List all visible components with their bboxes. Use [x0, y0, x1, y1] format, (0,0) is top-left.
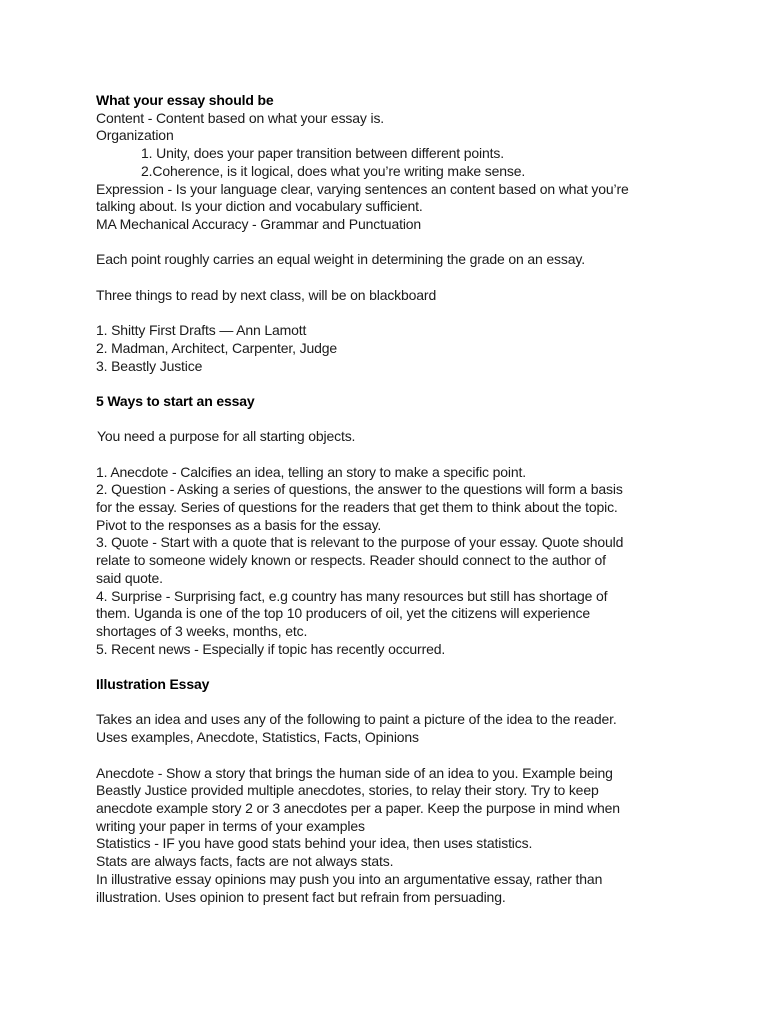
illustration-body-line: anecdote example story 2 or 3 anecdotes per a paper. Keep the purpose in mind when [96, 799, 620, 816]
way-line: 2. Question - Asking a series of questions, the answer to the questions will form a basis [96, 481, 623, 498]
spacer [96, 411, 686, 429]
content-line: Content - Content based on what your essay is. [96, 109, 385, 126]
mechanical-accuracy-line: MA Mechanical Accuracy - Grammar and Punctuation [96, 215, 422, 232]
illustration-body-line: illustration. Uses opinion to present fact but refrain from persuading. [96, 888, 506, 905]
reading-item: 2. Madman, Architect, Carpenter, Judge [96, 339, 337, 356]
expression-line: Expression - Is your language clear, varying sentences an content based on what you’re [96, 180, 629, 197]
purpose-intro: You need a purpose for all starting objects. [97, 428, 356, 445]
expression-line: talking about. Is your diction and vocabulary sufficient. [96, 198, 423, 215]
illustration-body-line: In illustrative essay opinions may push you into an argumentative essay, rather than [96, 870, 603, 887]
way-line: Pivot to the responses as a basis for the essay. [96, 516, 382, 533]
way-line: said quote. [96, 569, 163, 586]
document-page [96, 92, 686, 906]
spacer [96, 658, 686, 676]
organization-line: Organization [96, 127, 174, 144]
way-line: 3. Quote - Start with a quote that is relevant to the purpose of your essay. Quote should [96, 534, 624, 551]
way-line: 5. Recent news - Especially if topic has recently occurred. [96, 640, 446, 657]
illustration-body-line: writing your paper in terms of your examples [96, 817, 365, 834]
spacer [96, 269, 686, 287]
organization-item: 2.Coherence, is it logical, does what you’re writing make sense. [141, 162, 526, 179]
spacer [96, 234, 686, 252]
illustration-body-line: Stats are always facts, facts are not always stats. [96, 853, 394, 870]
spacer [96, 304, 686, 322]
illustration-body-line: Statistics - IF you have good stats behind your idea, then uses statistics. [96, 835, 533, 852]
reading-item: 1. Shitty First Drafts — Ann Lamott [96, 322, 307, 339]
reading-intro: Three things to read by next class, will be on blackboard [96, 286, 437, 303]
organization-item: 1. Unity, does your paper transition between different points. [141, 145, 504, 162]
way-line: shortages of 3 weeks, months, etc. [96, 623, 308, 639]
illustration-body-line: Anecdote - Show a story that brings the human side of an idea to you. Example being [96, 764, 613, 781]
spacer [96, 446, 686, 464]
reading-item: 3. Beastly Justice [96, 357, 203, 374]
illustration-intro-line: Uses examples, Anecdote, Statistics, Facts, Opinions [96, 729, 419, 746]
way-line: 1. Anecdote - Calcifies an idea, telling an story to make a specific point. [96, 463, 526, 480]
way-line: for the essay. Series of questions for the readers that get them to think about the topic. [96, 499, 618, 516]
way-line: them. Uganda is one of the top 10 producers of oil, yet the citizens will experience [96, 605, 591, 622]
section-heading-start-essay: 5 Ways to start an essay [96, 392, 255, 409]
weight-note: Each point roughly carries an equal weight in determining the grade on an essay. [96, 251, 585, 268]
spacer [96, 375, 686, 393]
illustration-intro-line: Takes an idea and uses any of the following to paint a picture of the idea to the reader. [96, 711, 617, 728]
spacer [96, 747, 686, 765]
spacer [96, 694, 686, 712]
section-heading-illustration: Illustration Essay [96, 676, 210, 693]
section-heading-essay: What your essay should be [96, 92, 274, 108]
way-line: relate to someone widely known or respects. Reader should connect to the author of [96, 552, 606, 569]
way-line: 4. Surprise - Surprising fact, e.g country has many resources but still has shortage of [96, 587, 608, 604]
illustration-body-line: Beastly Justice provided multiple anecdotes, stories, to relay their story. Try to keep [96, 782, 599, 799]
